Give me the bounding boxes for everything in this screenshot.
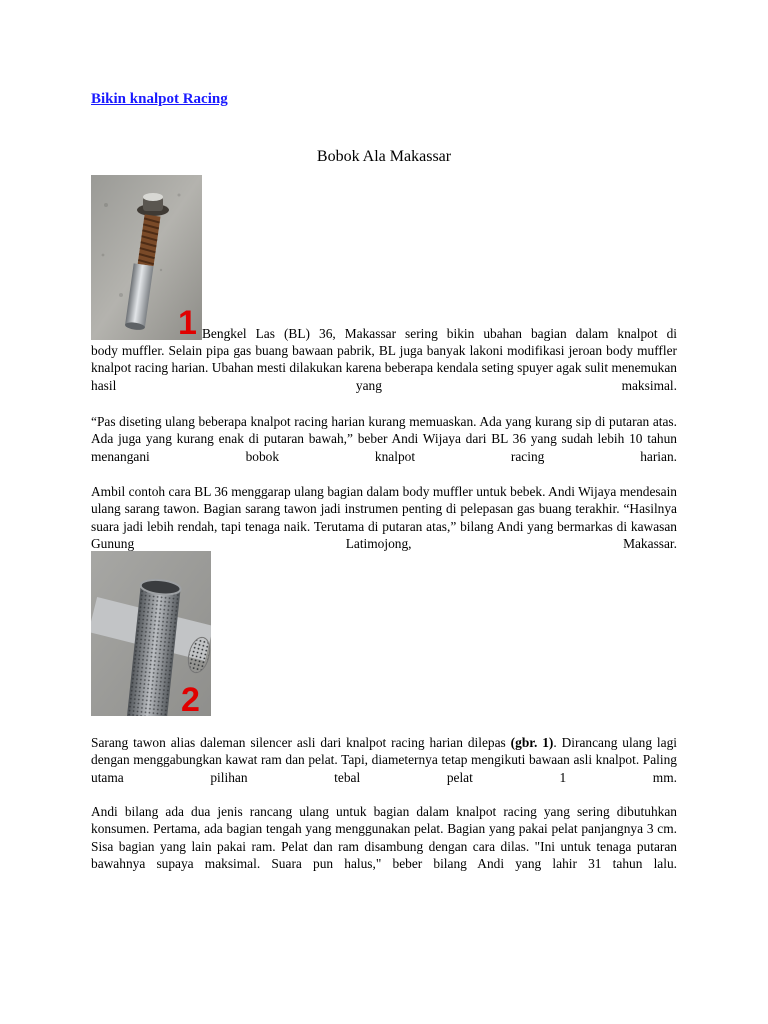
figure-1-number: 1 [178, 304, 197, 342]
paragraph-1-first-line: Bengkel Las (BL) 36, Makassar sering bikin ubahan bagian dalam knalpot di [202, 326, 677, 341]
paragraph-5: Andi bilang ada dua jenis rancang ulang untuk bagian dalam knalpot racing yang sering dibutuhkan konsumen. Pertama, ada bagian tengah yang menggunakan pelat. Bagian yang pakai pelat panjangnya 3 cm. Sisa bagian yang lain pakai ram. Pelat dan ram disambung dengan cara dilas. "Ini untuk tenaga putaran bawahnya supaya maksimal. Suara pun halus," beber bilang Andi yang lahir 31 tahun lalu. [91, 804, 677, 872]
figure-reference: (gbr. 1) [510, 735, 554, 750]
paragraph-4: Sarang tawon alias daleman silencer asli dari knalpot racing harian dilepas (gbr. 1). Dirancang ulang lagi dengan menggabungkan kawat ram dan pelat. Tapi, diameternya tetap mengikuti bawaan asli knalpot. Paling utama pilihan tebal pelat 1 mm. [91, 735, 678, 785]
paragraph-2: “Pas diseting ulang beberapa knalpot racing harian kurang memuaskan. Ada yang kurang sip di putaran atas. Ada juga yang kurang enak di putaran bawah,” beber Andi Wijaya dari BL 36 yang sudah lebih 10 tahun menangani bobok knalpot racing harian. [91, 414, 677, 464]
figure-2-number: 2 [181, 681, 200, 719]
paragraph-3: Ambil contoh cara BL 36 menggarap ulang bagian dalam body muffler untuk bebek. Andi Wijaya mendesain ulang sarang tawon. Bagian sarang tawon jadi instrumen penting di pelepasan gas buang terakhir. “Hasilnya suara jadi lebih rendah, tapi tenaga naik. Terutama di putaran atas,” bilang Andi yang bermarkas di kawasan Gunung Latimojong, Makassar. [91, 484, 677, 552]
article-title-link[interactable]: Bikin knalpot Racing [91, 91, 228, 107]
article-heading: Bobok Ala Makassar [316, 148, 452, 165]
paragraph-1: body muffler. Selain pipa gas buang bawaan pabrik, BL juga banyak lakoni modifikasi jeroan body muffler knalpot racing harian. Ubahan mesti dilakukan karena beberapa kendala seting spuyer agak sulit menemukan hasil yang maksimal. [91, 343, 677, 393]
